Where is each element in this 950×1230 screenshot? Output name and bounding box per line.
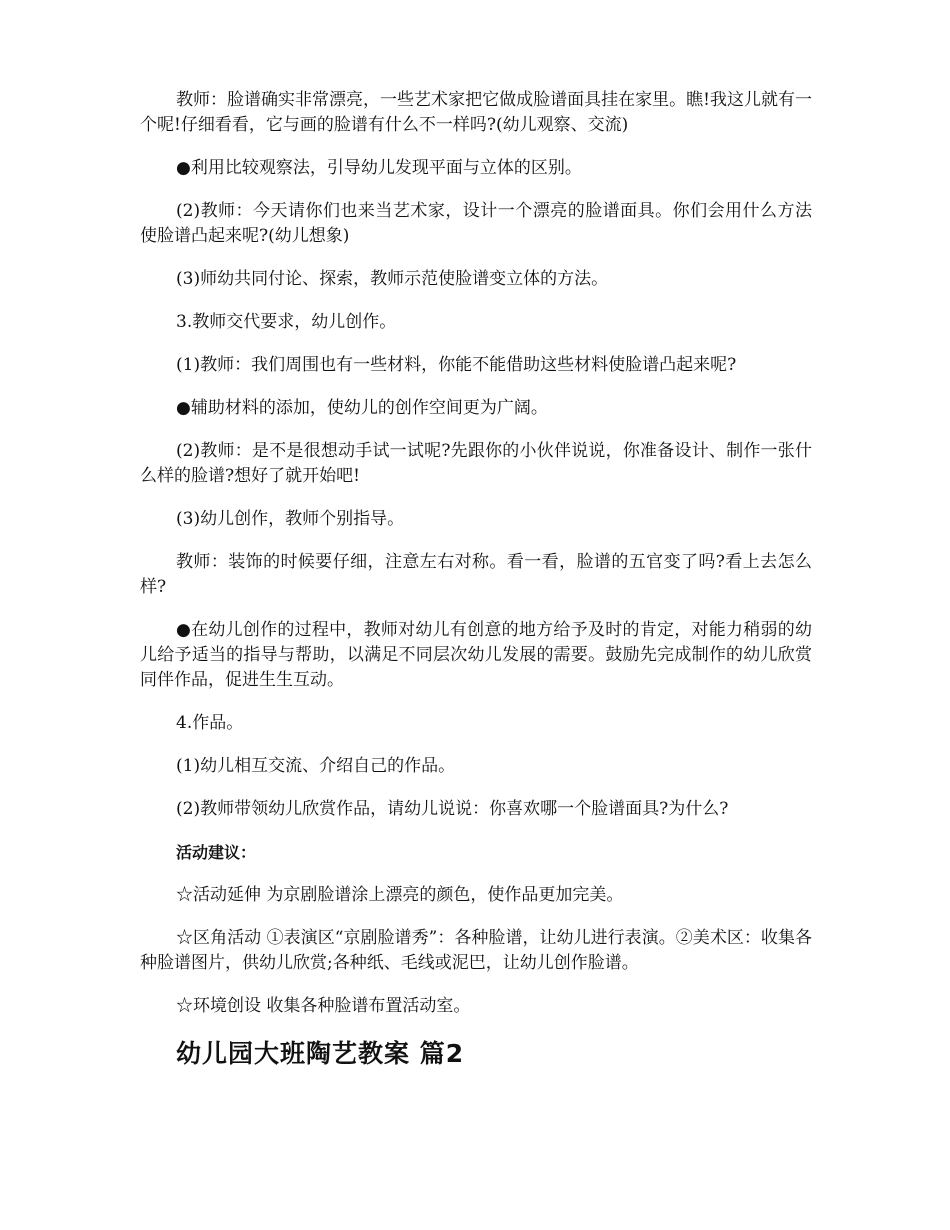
paragraph-step-3-2: (2)教师：是不是很想动手试一试呢?先跟你的小伙伴说说，你准备设计、制作一张什么样的脸谱?想好了就开始吧! [140,441,812,486]
paragraph-step-3-3: (3)幼儿创作，教师个别指导。 [176,509,405,529]
suggestion-extension: ☆活动延伸 为京剧脸谱涂上漂亮的颜色，使作品更加完美。 [176,885,624,905]
paragraph-materials-note: ●辅助材料的添加，使幼儿的创作空间更为广阔。 [176,398,548,418]
paragraph-creation-note: ●在幼儿创作的过程中，教师对幼儿有创意的地方给予及时的肯定，对能力稍弱的幼儿给予适当的指导与帮助，以满足不同层次幼儿发展的需要。鼓励先完成制作的幼儿欣赏同伴作品，促进生生互动。 [140,620,812,690]
paragraph-step-4-2: (2)教师带领幼儿欣赏作品，请幼儿说说：你喜欢哪一个脸谱面具?为什么? [176,799,729,819]
paragraph-teacher-mask-intro: 教师：脸谱确实非常漂亮，一些艺术家把它做成脸谱面具挂在家里。瞧!我这儿就有一个呢!仔细看看，它与画的脸谱有什么不一样吗?(幼儿观察、交流) [140,90,812,135]
suggestion-corner-activity: ☆区角活动 ①表演区“京剧脸谱秀”：各种脸谱，让幼儿进行表演。②美术区：收集各种脸谱图片，供幼儿欣赏;各种纸、毛线或泥巴，让幼儿创作脸谱。 [140,928,812,973]
paragraph-step-2-3: (3)师幼共同付论、探索，教师示范使脸谱变立体的方法。 [176,269,609,289]
paragraph-step-2-2: (2)教师：今天请你们也来当艺术家，设计一个漂亮的脸谱面具。你们会用什么方法使脸谱凸起来呢?(幼儿想象) [140,201,812,246]
next-section-heading: 幼儿园大班陶艺教案 篇2 [176,1039,465,1068]
paragraph-step-3-1: (1)教师：我们周围也有一些材料，你能不能借助这些材料使脸谱凸起来呢? [176,355,737,375]
document-page [140,88,812,1071]
paragraph-comparison-note: ●利用比较观察法，引导幼儿发现平面与立体的区别。 [176,158,582,178]
paragraph-step-3-title: 3.教师交代要求，幼儿创作。 [176,312,397,332]
suggestion-environment: ☆环境创设 收集各种脸谱布置活动室。 [176,996,471,1016]
paragraph-step-4-1: (1)幼儿相互交流、介绍自己的作品。 [176,756,456,776]
paragraph-step-4-title: 4.作品。 [176,713,244,733]
paragraph-teacher-decoration: 教师：装饰的时候要仔细，注意左右对称。看一看，脸谱的五官变了吗?看上去怎么样? [140,552,812,597]
activity-suggestions-label: 活动建议： [176,843,257,862]
